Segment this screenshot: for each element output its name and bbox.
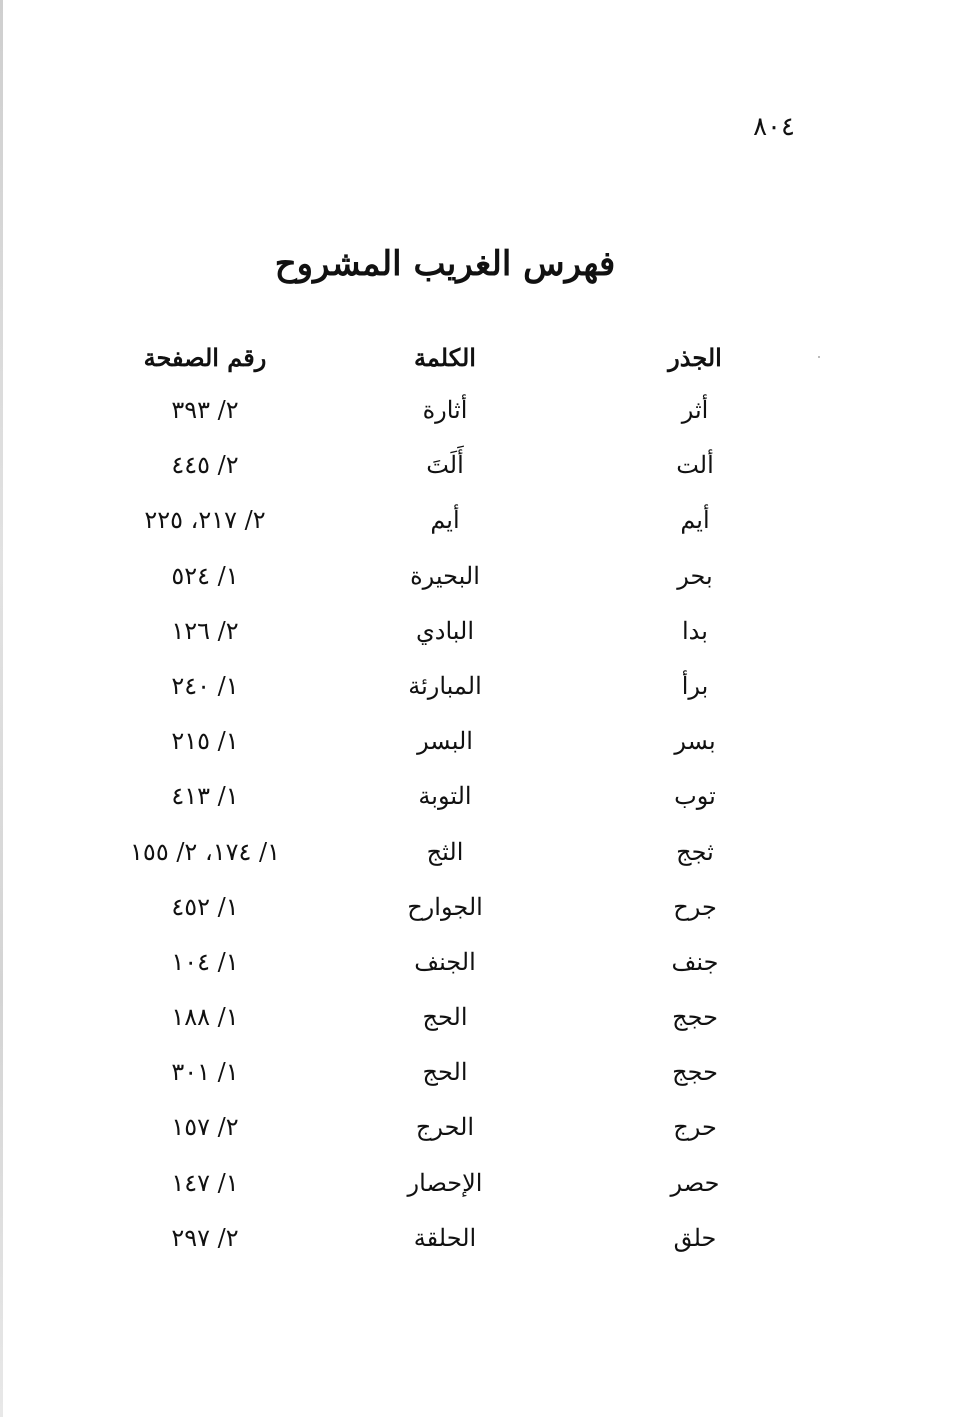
root-cell: حصر: [670, 1168, 720, 1197]
page-ref-cell: ١/ ٥٢٤: [171, 561, 239, 590]
root-cell: جرح: [673, 892, 717, 921]
word-cell: الجنف: [414, 947, 476, 976]
page-ref-cell: ١/ ١٤٧: [171, 1168, 239, 1197]
page-ref-cell: ١/ ٤٥٢: [171, 892, 239, 921]
root-cell: بدا: [682, 616, 708, 645]
page-number: ٨٠٤: [753, 112, 795, 142]
word-cell: الجوارح: [407, 892, 483, 921]
root-cell: توب: [674, 782, 716, 811]
word-cell: البسر: [417, 727, 473, 756]
word-cell: الحج: [422, 1003, 468, 1032]
page-ref-cell: ٢/ ١٢٦: [171, 616, 239, 645]
table-row: [0, 443, 977, 498]
word-cell: الحلقة: [413, 1223, 477, 1252]
root-cell: حجج: [672, 1003, 718, 1032]
header-root: الجذر: [668, 343, 722, 372]
word-cell: البادي: [415, 616, 474, 645]
page-ref-cell: ٢/ ٢٩٧: [171, 1223, 239, 1252]
word-cell: أثارة: [422, 396, 468, 424]
table-row: [0, 1050, 977, 1105]
root-cell: برأ: [681, 671, 709, 700]
root-cell: حلق: [673, 1223, 717, 1252]
table-row: [0, 664, 977, 719]
root-cell: أثر: [681, 396, 709, 424]
table-row: [0, 1216, 977, 1271]
root-cell: حرج: [673, 1113, 717, 1142]
page-ref-cell: ١/ ٢٤٠: [171, 671, 239, 700]
table-row: [0, 609, 977, 664]
page-ref-cell: ٢/ ١٥٧: [171, 1113, 239, 1142]
word-cell: التوبة: [418, 782, 472, 811]
table-row: [0, 885, 977, 940]
index-table: [0, 336, 977, 1271]
table-row: [0, 498, 977, 553]
table-row: [0, 995, 977, 1050]
page-ref-cell: ١/ ٣٠١: [171, 1058, 239, 1087]
page-ref-cell: ١/ ١٧٤، ٢/ ١٥٥: [130, 837, 280, 866]
root-cell: بسر: [674, 727, 716, 756]
page-ref-cell: ٢/ ٣٩٣: [171, 396, 239, 424]
table-row: [0, 1161, 977, 1216]
table-header: [0, 336, 977, 388]
table-row: [0, 1105, 977, 1160]
word-cell: الحرج: [415, 1113, 475, 1142]
page-ref-cell: ١/ ٢١٥: [171, 727, 239, 756]
table-row: [0, 774, 977, 829]
root-cell: ثجج: [676, 837, 714, 866]
word-cell: أيم: [430, 506, 460, 535]
page-ref-cell: ٢/ ٤٤٥: [171, 451, 239, 480]
page-ref-cell: ٢/ ٢١٧، ٢٢٥: [144, 506, 266, 535]
page-title: فهرس الغريب المشروح: [274, 244, 616, 284]
word-cell: الثج: [426, 837, 464, 866]
page-ref-cell: ١/ ٤١٣: [171, 782, 239, 811]
root-cell: أيم: [680, 506, 710, 535]
word-cell: الحج: [422, 1058, 468, 1087]
page-ref-cell: ١/ ١٠٤: [171, 947, 239, 976]
word-cell: البحيرة: [410, 561, 480, 590]
word-cell: الإحصار: [407, 1168, 483, 1197]
table-row: [0, 719, 977, 774]
root-cell: ألت: [676, 451, 714, 480]
word-cell: المبارئة: [408, 671, 482, 700]
root-cell: جنف: [671, 947, 719, 976]
word-cell: أَلَتَ: [426, 451, 464, 480]
root-cell: بحر: [677, 561, 713, 590]
page-ref-cell: ١/ ١٨٨: [171, 1003, 239, 1032]
root-cell: حجج: [672, 1058, 718, 1087]
header-word: الكلمة: [414, 343, 476, 372]
table-row: [0, 940, 977, 995]
table-row: [0, 554, 977, 609]
table-row: [0, 388, 977, 443]
table-row: [0, 830, 977, 885]
header-page: رقم الصفحة: [143, 343, 267, 372]
